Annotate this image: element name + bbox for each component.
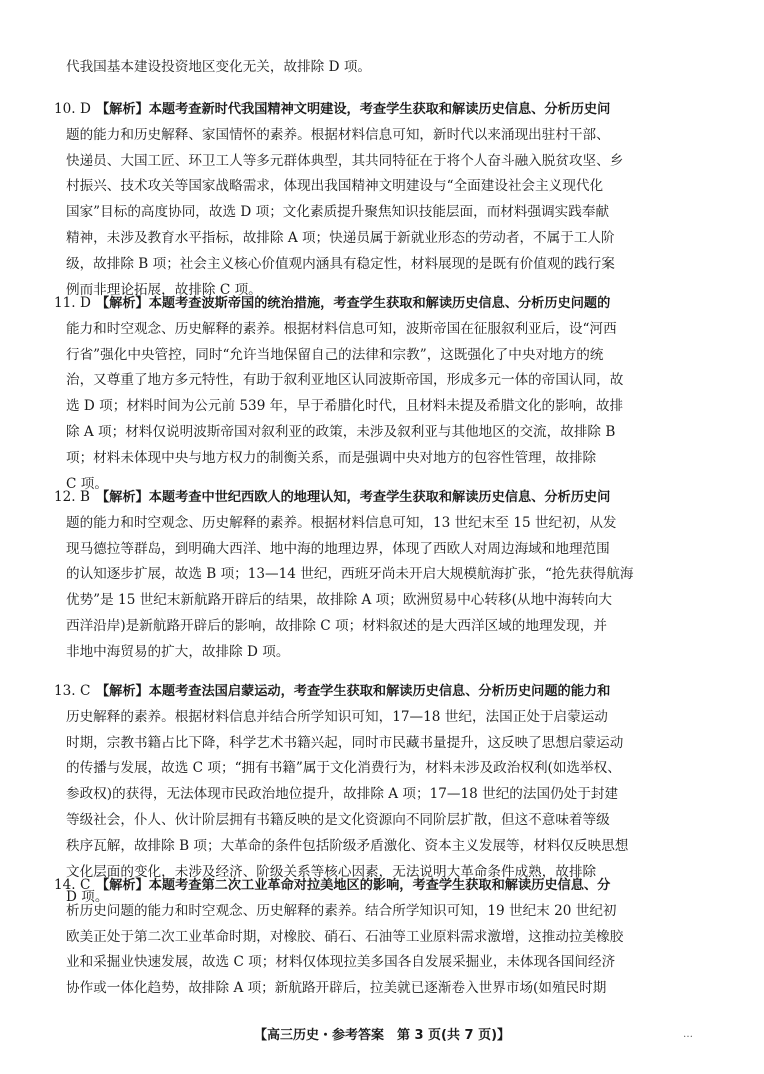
answer-line: 行省”强化中央管控，同时“允许当地保留自己的法律和宗教”，这既强化了中央对地方的统 <box>66 346 604 363</box>
answer-line: 等级社会，仆人、伙计阶层拥有书籍反映的是文化资源向不同阶层扩散，但这不意味着等级 <box>66 811 610 828</box>
answer-lead: 【解析】本题考查法国启蒙运动，考查学生获取和解读历史信息、分析历史问题的能力和 <box>96 684 611 699</box>
answer-line: 文化层面的变化，未涉及经济、阶级关系等核心因素，无法说明大革命条件成熟，故排除 <box>66 863 597 880</box>
answer-line: 西洋沿岸)是新航路开辟后的影响，故排除 C 项；材料叙述的是大西洋区域的地理发现，并 <box>66 617 607 634</box>
answer-item-first-line <box>54 485 698 511</box>
answer-line: 级，故排除 B 项；社会主义核心价值观内涵具有稳定性，材料展现的是既有价值观的践行案 <box>66 255 615 272</box>
answer-item-first-line <box>54 679 698 705</box>
answer-line: 优势”是 15 世纪末新航路开辟后的结果，故排除 A 项；欧洲贸易中心转移(从地中海转向大 <box>66 592 613 609</box>
answer-item-first-line <box>54 291 698 317</box>
answer-line: 治，又尊重了地方多元特性，有助于叙利亚地区认同波斯帝国，形成多元一体的帝国认同，故 <box>66 372 624 389</box>
answer-item <box>54 873 698 1002</box>
content-area <box>54 0 698 997</box>
answer-line: C 项。 <box>66 475 108 492</box>
answer-line: 析历史问题的能力和时空观念、历史解释的素养。结合所学知识可知，19 世纪末 20 世纪初 <box>66 902 617 919</box>
answer-line: 题的能力和历史解释、家国情怀的素养。根据材料信息可知，新时代以来涌现出驻村干部、 <box>66 126 610 143</box>
answer-line: 题的能力和时空观念、历史解释的素养。根据材料信息可知，13 世纪末至 15 世纪初，从发 <box>66 514 617 531</box>
answer-line: D 项。 <box>66 889 109 906</box>
answer-line: 选 D 项；材料时间为公元前 539 年，早于希腊化时代，且材料未提及希腊文化的影响，故排 <box>66 398 624 415</box>
answer-line: 时期，宗教书籍占比下降，科学艺术书籍兴起，同时市民藏书量提升，这反映了思想启蒙运动 <box>66 734 624 751</box>
answer-line: 协作或一体化趋势，故排除 A 项；新航路开辟后，拉美就已逐渐卷入世界市场(如殖民时期 <box>66 980 607 997</box>
answer-line: 精神，未涉及教育水平指标，故排除 A 项；快递员属于新就业形态的劳动者，不属于工人阶 <box>66 229 615 246</box>
answer-item-first-line <box>54 97 698 123</box>
answer-line: 非地中海贸易的扩大，故排除 D 项。 <box>66 643 290 660</box>
answer-line: 例而非理论拓展，故排除 C 项。 <box>66 281 262 298</box>
answer-number: 14. C <box>54 877 91 893</box>
answer-line: 项；材料未体现中央与地方权力的制衡关系，而是强调中央对地方的包容性管理，故排除 <box>66 449 597 466</box>
answer-line: 欧美正处于第二次工业革命时期，对橡胶、硝石、石油等工业原料需求激增，这推动拉美橡胶 <box>66 928 624 945</box>
answer-line: 现马德拉等群岛，到明确大西洋、地中海的地理边界，体现了西欧人对周边海域和地理范围 <box>66 540 610 557</box>
answer-line: 历史解释的素养。根据材料信息并结合所学知识可知，17—18 世纪，法国正处于启蒙运动 <box>66 708 608 725</box>
answer-line: 除 A 项；材料仅说明波斯帝国对叙利亚的政策，未涉及叙利亚与其他地区的交流，故排除 B <box>66 423 616 440</box>
answer-lead: 【解析】本题考查第二次工业革命对拉美地区的影响，考查学生获取和解读历史信息、分 <box>96 878 611 893</box>
answer-line: 秩序瓦解，故排除 B 项；大革命的条件包括阶级矛盾激化、资本主义发展等，材料仅反映思想 <box>66 837 629 854</box>
intro-line: 代我国基本建设投资地区变化无关，故排除 D 项。 <box>66 59 372 75</box>
answer-line: 快递员、大国工匠、环卫工人等多元群体典型，其共同特征在于将个人奋斗融入脱贫攻坚、乡 <box>66 152 624 169</box>
answer-item-first-line <box>54 873 698 899</box>
intro-paragraph <box>66 55 698 81</box>
answer-line: 的认知逐步扩展，故选 B 项；13—14 世纪，西班牙尚未开启大规模航海扩张，“抢先获得航海 <box>66 566 634 583</box>
answer-lead: 【解析】本题考查新时代我国精神文明建设，考查学生获取和解读历史信息、分析历史问 <box>96 102 611 117</box>
answer-item <box>54 485 698 666</box>
answer-lead: 【解析】本题考查中世纪西欧人的地理认知，考查学生获取和解读历史信息、分析历史问 <box>96 490 611 505</box>
answer-line: 国家”目标的高度协同，故选 D 项；文化素质提升聚焦知识技能层面，而材料强调实践奉献 <box>66 204 610 221</box>
answer-number: 12. B <box>54 489 90 505</box>
answer-line: 业和采掘业快速发展，故选 C 项；材料仅体现拉美多国各自发展采掘业，未体现各国间经济 <box>66 954 616 971</box>
answer-line: 的传播与发展，故选 C 项；“拥有书籍”属于文化消费行为，材料未涉及政治权利(如选举权、 <box>66 760 621 777</box>
answer-line: 能力和时空观念、历史解释的素养。根据材料信息可知，波斯帝国在征服叙利亚后，设“河西 <box>66 320 617 337</box>
answer-number: 13. C <box>54 683 91 699</box>
answer-lead: 【解析】本题考查波斯帝国的统治措施，考查学生获取和解读历史信息、分析历史问题的 <box>96 296 611 311</box>
corner-mark: … <box>683 1029 693 1040</box>
answer-line: 村振兴、技术攻关等国家战略需求，体现出我国精神文明建设与“全面建设社会主义现代化 <box>66 178 604 195</box>
answer-line: 参政权)的获得，无法体现市民政治地位提升，故排除 A 项；17—18 世纪的法国仍处于封建 <box>66 786 619 803</box>
page-footer: 【高三历史・参考答案 第 3 页(共 7 页)】 <box>253 1028 511 1043</box>
answer-number: 11. D <box>54 295 91 311</box>
answer-number: 10. D <box>54 101 91 117</box>
